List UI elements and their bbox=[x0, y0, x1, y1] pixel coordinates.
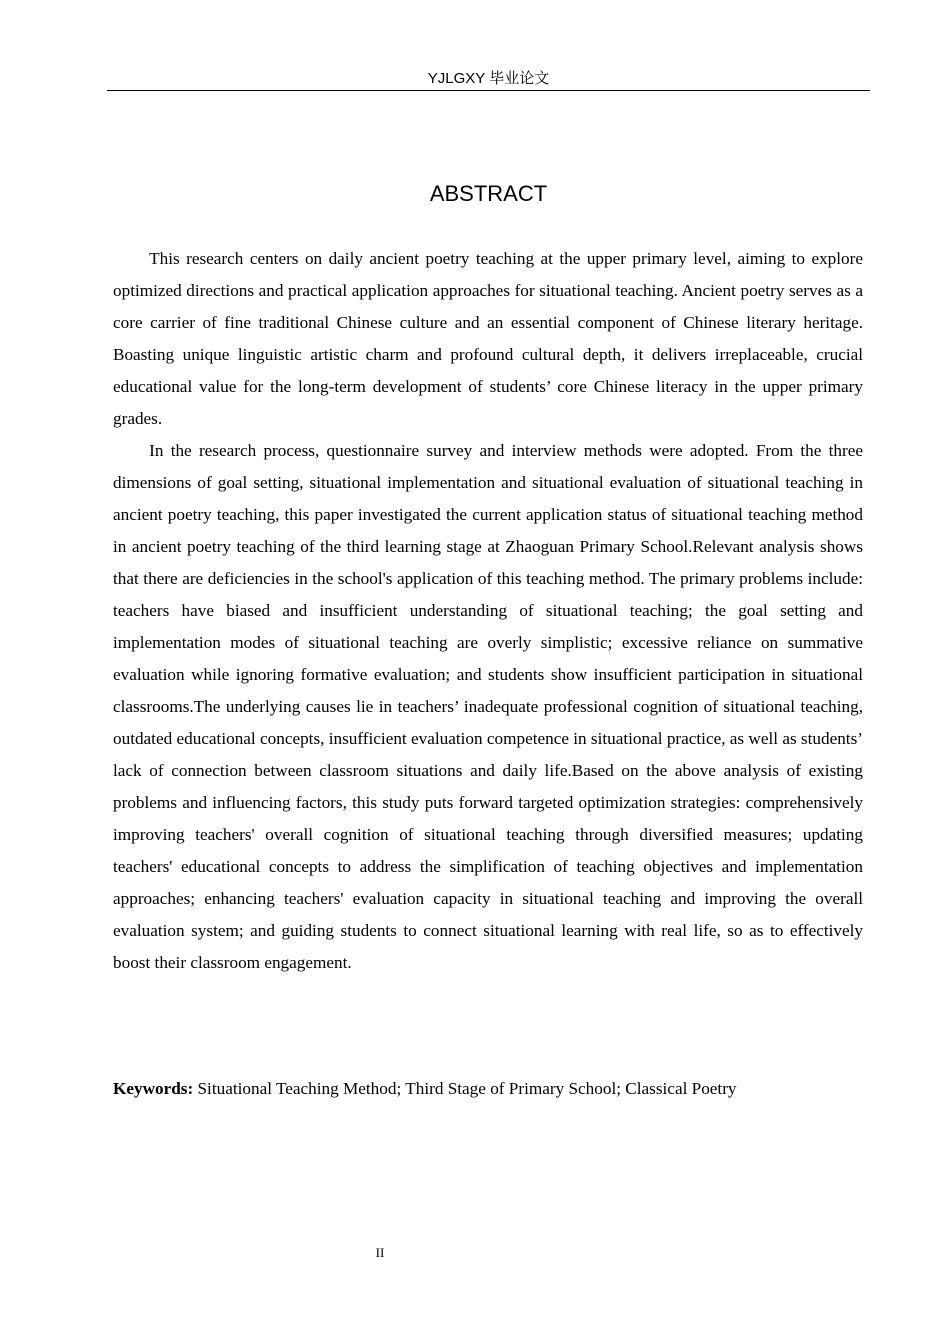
page-number: II bbox=[375, 1245, 385, 1260]
header-text: YJLGXY 毕业论文 bbox=[427, 70, 550, 87]
keywords-label: Keywords: bbox=[113, 1079, 194, 1098]
abstract-paragraph: In the research process, questionnaire survey and interview methods were adopted. From the three dimensions of goal setting, situational implementation and situational evaluation of situational teaching in ancient poetry teaching, this paper investigated the current application status of situational teaching method in ancient poetry teaching of the third learning stage at Zhaoguan Primary School.Relevant analysis shows that there are deficiencies in the school's application of this teaching method. The primary problems include: teachers have biased and insufficient understanding of situational teaching; the goal setting and implementation modes of situational teaching are overly simplistic; excessive reliance on summative evaluation while ignoring formative evaluation; and students show insufficient participation in situational classrooms.The underlying causes lie in teachers’ inadequate professional cognition of situational teaching, outdated educational concepts, insufficient evaluation competence in situational practice, as well as students’ lack of connection between classroom situations and daily life.Based on the above analysis of existing problems and influencing factors, this study puts forward targeted optimization strategies: comprehensively improving teachers' overall cognition of situational teaching through diversified measures; updating teachers' educational concepts to address the simplification of teaching objectives and implementation approaches; enhancing teachers' evaluation capacity in situational teaching and improving the overall evaluation system; and guiding students to connect situational learning with real life, so as to effectively boost their classroom engagement. bbox=[113, 441, 863, 972]
keywords-line bbox=[113, 1073, 863, 1105]
page-header bbox=[107, 70, 870, 91]
page-title: ABSTRACT bbox=[429, 181, 548, 206]
abstract-paragraph: This research centers on daily ancient poetry teaching at the upper primary level, aiming to explore optimized directions and practical application approaches for situational teaching. Ancient poetry serves as a core carrier of fine traditional Chinese culture and an essential component of Chinese literary heritage. Boasting unique linguistic artistic charm and profound cultural depth, it delivers irreplaceable, crucial educational value for the long-term development of students’ core Chinese literacy in the upper primary grades. bbox=[113, 249, 863, 428]
abstract-body bbox=[113, 243, 863, 979]
keywords-text: Situational Teaching Method; Third Stage of Primary School; Classical Poetry bbox=[197, 1079, 737, 1098]
